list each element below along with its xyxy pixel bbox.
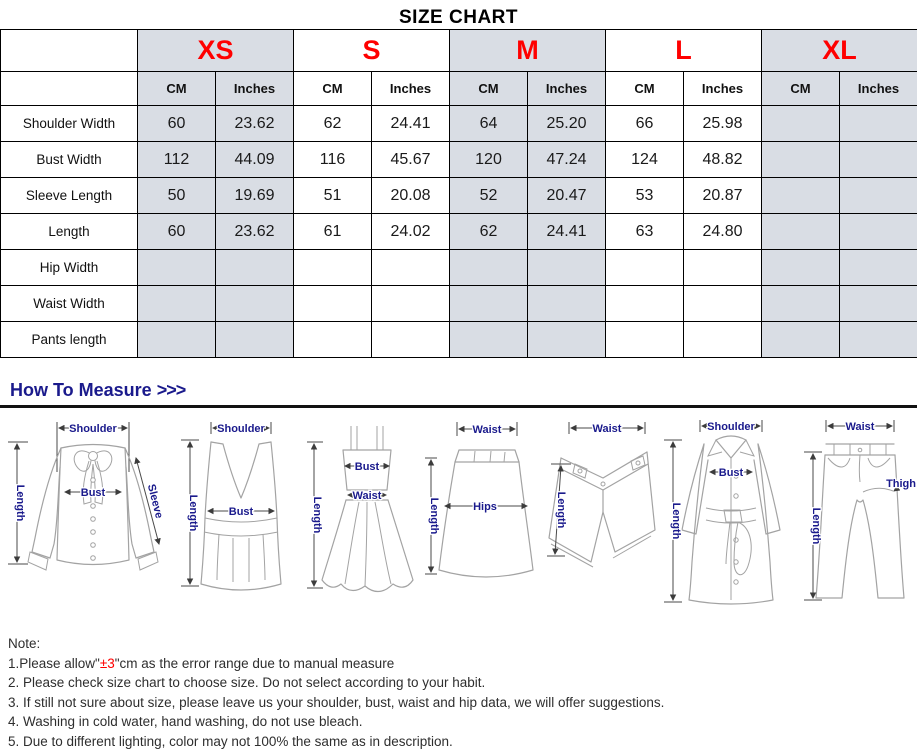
size-cell xyxy=(684,250,762,286)
size-cell xyxy=(840,106,917,142)
unit-header: Inches xyxy=(840,72,917,106)
size-cell xyxy=(762,142,840,178)
size-cell xyxy=(138,250,216,286)
size-cell: 25.20 xyxy=(528,106,606,142)
size-cell: 24.41 xyxy=(528,214,606,250)
dress-waist-label: Waist xyxy=(352,490,382,502)
row-label: Pants length xyxy=(1,322,138,358)
size-cell: 51 xyxy=(294,178,372,214)
size-cell xyxy=(762,286,840,322)
dress-bust-label: Bust xyxy=(354,461,380,473)
size-cell xyxy=(606,250,684,286)
tank-length-label: Length xyxy=(187,494,199,532)
size-cell: 62 xyxy=(450,214,528,250)
blouse-figure xyxy=(0,412,175,619)
size-cell: 44.09 xyxy=(216,142,294,178)
size-cell: 116 xyxy=(294,142,372,178)
size-cell: 60 xyxy=(138,106,216,142)
size-cell: 19.69 xyxy=(216,178,294,214)
table-row xyxy=(1,142,917,178)
size-cell xyxy=(840,214,917,250)
size-cell: 60 xyxy=(138,214,216,250)
size-cell: 24.80 xyxy=(684,214,762,250)
coat-bust-label: Bust xyxy=(718,467,744,479)
size-header-l: L xyxy=(606,30,762,72)
row-label: Sleeve Length xyxy=(1,178,138,214)
skirt-length-label: Length xyxy=(428,497,440,535)
row-label: Length xyxy=(1,214,138,250)
shorts-figure xyxy=(545,412,658,619)
skirt-hips-label: Hips xyxy=(473,501,497,513)
size-cell xyxy=(762,178,840,214)
section-divider xyxy=(0,405,917,408)
table-row xyxy=(1,322,917,358)
note-1-tolerance: ±3 xyxy=(99,655,115,671)
row-label: Shoulder Width xyxy=(1,106,138,142)
size-cell xyxy=(840,322,917,358)
size-cell xyxy=(840,286,917,322)
size-cell: 24.02 xyxy=(372,214,450,250)
unit-header: Inches xyxy=(528,72,606,106)
size-cell xyxy=(294,322,372,358)
coat-figure xyxy=(658,412,800,619)
blouse-bust-label: Bust xyxy=(80,487,106,499)
how-to-measure-text: How To Measure xyxy=(10,380,152,400)
size-cell xyxy=(606,322,684,358)
pants-length-label: Length xyxy=(810,507,822,545)
skirt-figure xyxy=(425,412,545,619)
size-cell xyxy=(684,286,762,322)
size-cell xyxy=(372,250,450,286)
unit-header: Inches xyxy=(372,72,450,106)
size-cell xyxy=(528,250,606,286)
size-cell: 50 xyxy=(138,178,216,214)
size-cell xyxy=(450,286,528,322)
size-header-xl: XL xyxy=(762,30,917,72)
corner-cell xyxy=(1,72,138,106)
shorts-waist-label: Waist xyxy=(592,423,622,435)
size-cell xyxy=(762,322,840,358)
size-cell: 63 xyxy=(606,214,684,250)
pants-thigh-label: Thigh xyxy=(886,478,916,490)
size-cell xyxy=(840,250,917,286)
blouse-length-label: Length xyxy=(14,484,26,522)
size-cell: 20.47 xyxy=(528,178,606,214)
note-1-suffix: "cm as the error range due to manual measure xyxy=(114,655,395,671)
size-header-s: S xyxy=(294,30,450,72)
size-header-xs: XS xyxy=(138,30,294,72)
size-cell xyxy=(684,322,762,358)
size-cell: 52 xyxy=(450,178,528,214)
unit-header: CM xyxy=(762,72,840,106)
coat-length-label: Length xyxy=(670,502,682,540)
size-cell xyxy=(138,322,216,358)
size-cell xyxy=(762,214,840,250)
page-title: SIZE CHART xyxy=(399,7,518,28)
skirt-waist-label: Waist xyxy=(472,424,502,436)
unit-header: CM xyxy=(294,72,372,106)
unit-header: Inches xyxy=(216,72,294,106)
size-cell xyxy=(762,250,840,286)
blouse-sleeve-label: Sleeve xyxy=(144,482,165,520)
size-cell xyxy=(216,322,294,358)
note-item-1 xyxy=(8,654,917,674)
size-cell xyxy=(216,250,294,286)
size-cell xyxy=(528,286,606,322)
size-cell xyxy=(372,322,450,358)
size-cell xyxy=(294,250,372,286)
size-cell xyxy=(216,286,294,322)
corner-cell xyxy=(1,30,138,72)
size-cell: 20.08 xyxy=(372,178,450,214)
size-cell xyxy=(138,286,216,322)
size-cell xyxy=(372,286,450,322)
tank-bust-label: Bust xyxy=(228,506,254,518)
notes-section xyxy=(8,634,917,751)
note-item-4: 4. Washing in cold water, hand washing, do not use bleach. xyxy=(8,714,363,729)
row-label: Hip Width xyxy=(1,250,138,286)
size-cell xyxy=(294,286,372,322)
size-cell xyxy=(606,286,684,322)
size-header-row xyxy=(1,30,917,72)
row-label: Bust Width xyxy=(1,142,138,178)
size-header-m: M xyxy=(450,30,606,72)
size-cell: 61 xyxy=(294,214,372,250)
dress-length-label: Length xyxy=(311,496,323,534)
how-to-measure-heading xyxy=(10,380,917,401)
note-item-2: 2. Please check size chart to choose size. Do not select according to your habit. xyxy=(8,675,486,690)
table-row xyxy=(1,250,917,286)
unit-header: CM xyxy=(138,72,216,106)
size-cell: 45.67 xyxy=(372,142,450,178)
blouse-shoulder-label: Shoulder xyxy=(69,423,117,435)
table-row xyxy=(1,214,917,250)
unit-header: Inches xyxy=(684,72,762,106)
tank-top-figure xyxy=(175,412,305,619)
size-cell: 47.24 xyxy=(528,142,606,178)
chevron-right-icon: >>> xyxy=(156,380,186,400)
note-item-5: 5. Due to different lighting, color may not 100% the same as in description. xyxy=(8,733,453,749)
unit-header-row xyxy=(1,72,917,106)
shorts-length-label: Length xyxy=(555,491,567,529)
size-cell xyxy=(450,322,528,358)
table-row xyxy=(1,178,917,214)
size-cell: 48.82 xyxy=(684,142,762,178)
size-cell: 23.62 xyxy=(216,106,294,142)
size-cell: 20.87 xyxy=(684,178,762,214)
pants-waist-label: Waist xyxy=(845,421,875,433)
unit-header: CM xyxy=(606,72,684,106)
size-cell: 64 xyxy=(450,106,528,142)
table-row xyxy=(1,286,917,322)
size-cell xyxy=(450,250,528,286)
coat-shoulder-label: Shoulder xyxy=(707,421,755,433)
size-cell: 23.62 xyxy=(216,214,294,250)
dress-figure xyxy=(305,412,425,619)
note-1-prefix: 1.Please allow" xyxy=(8,655,100,671)
unit-header: CM xyxy=(450,72,528,106)
table-row xyxy=(1,106,917,142)
size-cell: 66 xyxy=(606,106,684,142)
size-cell xyxy=(840,178,917,214)
size-table xyxy=(0,29,917,358)
size-cell: 53 xyxy=(606,178,684,214)
size-cell: 24.41 xyxy=(372,106,450,142)
size-cell: 120 xyxy=(450,142,528,178)
tank-shoulder-label: Shoulder xyxy=(217,423,265,435)
size-cell xyxy=(840,142,917,178)
notes-heading: Note: xyxy=(8,636,41,651)
size-cell: 124 xyxy=(606,142,684,178)
size-cell xyxy=(528,322,606,358)
size-cell xyxy=(762,106,840,142)
measure-figures xyxy=(0,412,917,624)
row-label: Waist Width xyxy=(1,286,138,322)
note-item-3: 3. If still not sure about size, please leave us your shoulder, bust, waist and hip data, we will offer suggestions. xyxy=(8,694,665,710)
size-cell: 112 xyxy=(138,142,216,178)
pants-figure xyxy=(800,412,917,619)
size-cell: 62 xyxy=(294,106,372,142)
size-cell: 25.98 xyxy=(684,106,762,142)
